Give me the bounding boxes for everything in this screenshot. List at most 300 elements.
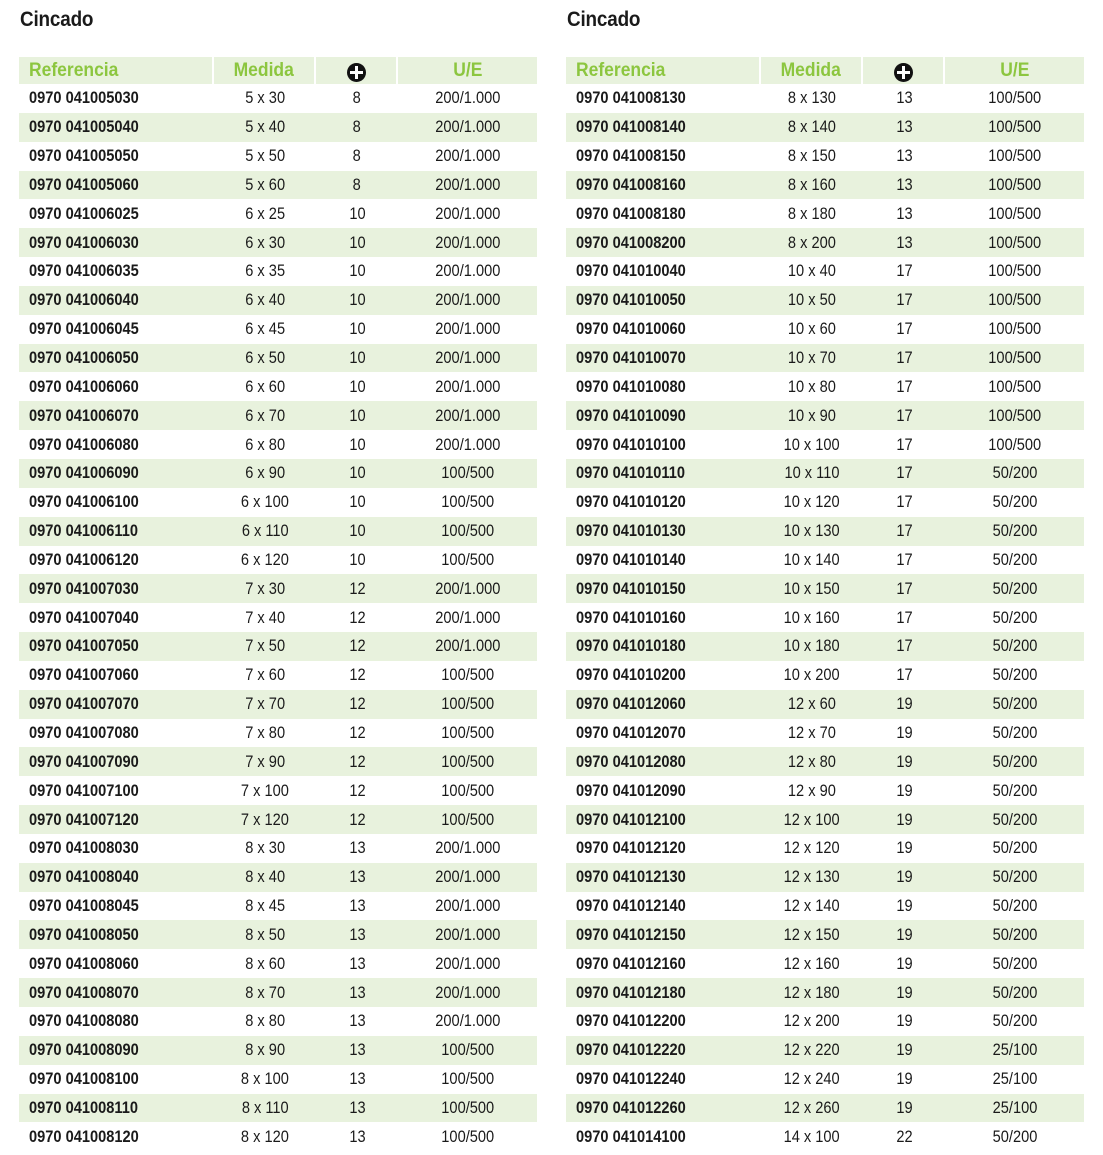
cell-ue: 50/200 [992,1011,1037,1031]
cell-size: 10 [348,549,366,569]
cell-referencia: 0970 041012120 [576,838,686,858]
table-row [19,834,537,863]
table-row [566,574,1084,603]
table-row [566,459,1084,488]
cell-size: 13 [348,1011,366,1031]
cell-referencia: 0970 041007070 [29,694,139,714]
cell-size: 10 [348,261,366,281]
header-ue: U/E [452,59,483,81]
cell-referencia: 0970 041008100 [29,1069,139,1089]
cell-ue: 100/500 [441,1097,494,1117]
cell-ue: 50/200 [992,578,1037,598]
cell-size: 12 [348,665,366,685]
cell-size: 22 [895,1126,913,1146]
cell-size: 17 [895,261,913,281]
table-row [19,920,537,949]
cell-size: 13 [895,232,913,252]
cell-referencia: 0970 041010150 [576,578,686,598]
cell-ue: 200/1.000 [434,982,501,1002]
cell-size: 13 [895,88,913,108]
table-row [19,949,537,978]
cell-referencia: 0970 041012260 [576,1097,686,1117]
cell-ue: 200/1.000 [434,636,501,656]
cell-referencia: 0970 041006060 [29,376,139,396]
cell-ue: 100/500 [988,88,1041,108]
cell-ue: 50/200 [992,521,1037,541]
cell-ue: 50/200 [992,896,1037,916]
cell-size: 10 [348,434,366,454]
cell-ue: 200/1.000 [434,88,501,108]
cell-medida: 6 x 25 [245,203,285,223]
table-row [19,1065,537,1094]
cell-medida: 8 x 150 [788,146,836,166]
cell-medida: 7 x 120 [241,809,289,829]
cell-ue: 200/1.000 [434,578,501,598]
cell-ue: 200/1.000 [434,405,501,425]
cell-referencia: 0970 041012090 [576,780,686,800]
cell-size: 19 [895,1069,913,1089]
cell-ue: 100/500 [441,694,494,714]
cell-size: 10 [348,521,366,541]
cell-medida: 7 x 80 [245,722,285,742]
cell-referencia: 0970 041012130 [576,867,686,887]
cell-size: 12 [348,578,366,598]
table-row [566,372,1084,401]
cell-referencia: 0970 041008120 [29,1126,139,1146]
cell-size: 13 [895,146,913,166]
cell-ue: 50/200 [992,694,1037,714]
cell-ue: 200/1.000 [434,953,501,973]
cell-medida: 8 x 200 [788,232,836,252]
table-row [566,978,1084,1007]
cell-medida: 6 x 110 [241,521,289,541]
cell-size: 17 [895,492,913,512]
table-row [566,401,1084,430]
cell-medida: 12 x 100 [783,809,841,829]
cell-size: 12 [348,694,366,714]
cell-medida: 6 x 120 [241,549,289,569]
table-row [19,286,537,315]
cell-referencia: 0970 041006100 [29,492,139,512]
cell-ue: 100/500 [441,780,494,800]
cell-ue: 50/200 [992,636,1037,656]
table-row [19,344,537,373]
cell-referencia: 0970 041008140 [576,117,686,137]
cell-medida: 12 x 180 [783,982,841,1002]
cell-medida: 8 x 45 [245,896,285,916]
cell-medida: 6 x 70 [245,405,285,425]
cell-ue: 200/1.000 [434,434,501,454]
cell-size: 10 [348,319,366,339]
cell-medida: 12 x 260 [783,1097,841,1117]
cell-size: 13 [348,1097,366,1117]
cell-ue: 50/200 [992,924,1037,944]
cell-medida: 12 x 90 [788,780,836,800]
table-row [566,776,1084,805]
cell-referencia: 0970 041007120 [29,809,139,829]
cell-ue: 100/500 [988,434,1041,454]
cell-medida: 12 x 60 [788,694,836,714]
cell-referencia: 0970 041012070 [576,722,686,742]
table-row [19,978,537,1007]
cell-ue: 100/500 [988,146,1041,166]
cell-size: 17 [895,463,913,483]
cell-medida: 6 x 30 [245,232,285,252]
cell-medida: 8 x 180 [788,203,836,223]
cell-size: 13 [348,1040,366,1060]
cell-referencia: 0970 041010200 [576,665,686,685]
cell-size: 13 [348,924,366,944]
cell-size: 17 [895,636,913,656]
cell-medida: 7 x 90 [245,751,285,771]
cell-referencia: 0970 041010090 [576,405,686,425]
cell-medida: 8 x 160 [788,174,836,194]
cell-medida: 7 x 40 [245,607,285,627]
table-row [19,863,537,892]
cell-referencia: 0970 041010130 [576,521,686,541]
cell-referencia: 0970 041010140 [576,549,686,569]
cell-size: 19 [895,1040,913,1060]
cell-referencia: 0970 041008070 [29,982,139,1002]
cell-medida: 12 x 140 [783,896,841,916]
cell-medida: 10 x 100 [783,434,841,454]
header-referencia: Referencia [566,57,761,84]
table-row [566,719,1084,748]
table-row [19,1122,537,1151]
cell-ue: 200/1.000 [434,867,501,887]
cell-referencia: 0970 041007100 [29,780,139,800]
cell-size: 19 [895,694,913,714]
cell-referencia: 0970 041010120 [576,492,686,512]
cell-medida: 10 x 60 [788,319,836,339]
table-row [566,632,1084,661]
table-row [566,113,1084,142]
cell-medida: 10 x 180 [783,636,841,656]
cell-medida: 6 x 45 [245,319,285,339]
cell-size: 19 [895,1011,913,1031]
cell-size: 13 [348,896,366,916]
product-table [19,57,537,1151]
cell-medida: 10 x 160 [783,607,841,627]
cell-referencia: 0970 041005050 [29,146,139,166]
cell-ue: 50/200 [992,867,1037,887]
cell-medida: 6 x 100 [241,492,289,512]
table-row [19,719,537,748]
cell-referencia: 0970 041008180 [576,203,686,223]
cell-ue: 100/500 [988,290,1041,310]
cell-size: 17 [895,578,913,598]
cell-ue: 50/200 [992,809,1037,829]
cell-ue: 100/500 [988,117,1041,137]
cell-medida: 10 x 130 [783,521,841,541]
cell-ue: 100/500 [441,1126,494,1146]
table-row [19,1007,537,1036]
cell-referencia: 0970 041007030 [29,578,139,598]
cell-ue: 100/500 [988,174,1041,194]
cell-ue: 200/1.000 [434,174,501,194]
cell-ue: 200/1.000 [434,290,501,310]
table-row [19,171,537,200]
cell-size: 19 [895,751,913,771]
table-row [19,401,537,430]
cell-size: 13 [348,1069,366,1089]
cell-referencia: 0970 041010180 [576,636,686,656]
cell-ue: 200/1.000 [434,261,501,281]
cell-referencia: 0970 041008130 [576,88,686,108]
table-row [566,661,1084,690]
table-row [19,372,537,401]
cell-medida: 7 x 60 [245,665,285,685]
cell-medida: 10 x 120 [783,492,841,512]
cell-ue: 50/200 [992,751,1037,771]
table-row [566,142,1084,171]
cell-referencia: 0970 041005060 [29,174,139,194]
product-table [566,57,1084,1151]
cell-size: 8 [352,146,362,166]
cell-referencia: 0970 041008110 [29,1097,138,1117]
cell-size: 8 [352,117,362,137]
cell-medida: 8 x 40 [245,867,285,887]
cell-medida: 10 x 150 [783,578,841,598]
table-row [19,1036,537,1065]
cell-referencia: 0970 041007040 [29,607,139,627]
cell-medida: 10 x 140 [783,549,841,569]
cell-ue: 200/1.000 [434,232,501,252]
cell-medida: 8 x 110 [241,1097,289,1117]
cell-ue: 50/200 [992,953,1037,973]
cell-ue: 50/200 [992,982,1037,1002]
cell-medida: 8 x 120 [241,1126,289,1146]
table-row [19,661,537,690]
table-row [19,199,537,228]
cell-ue: 200/1.000 [434,348,501,368]
table-row [566,892,1084,921]
cell-medida: 8 x 140 [788,117,836,137]
cell-size: 10 [348,290,366,310]
table-row [19,632,537,661]
cell-medida: 10 x 80 [788,376,836,396]
cell-ue: 100/500 [441,492,494,512]
cell-medida: 5 x 40 [245,117,285,137]
cell-ue: 200/1.000 [434,203,501,223]
cell-size: 19 [895,838,913,858]
cell-ue: 100/500 [441,722,494,742]
cell-ue: 200/1.000 [434,924,501,944]
table-row [19,142,537,171]
table-row [566,344,1084,373]
cell-referencia: 0970 041014100 [576,1126,686,1146]
cell-referencia: 0970 041007050 [29,636,139,656]
table-header [566,57,1084,84]
cell-ue: 100/500 [441,521,494,541]
cell-medida: 6 x 60 [245,376,285,396]
cell-size: 10 [348,348,366,368]
cell-size: 12 [348,636,366,656]
cell-medida: 14 x 100 [783,1126,841,1146]
cell-medida: 12 x 160 [783,953,841,973]
cell-referencia: 0970 041012160 [576,953,686,973]
table-row [19,892,537,921]
cell-size: 17 [895,405,913,425]
cell-ue: 100/500 [988,348,1041,368]
cell-referencia: 0970 041008150 [576,146,686,166]
cell-referencia: 0970 041010050 [576,290,686,310]
cell-ue: 100/500 [441,751,494,771]
cell-size: 10 [348,376,366,396]
cell-referencia: 0970 041010060 [576,319,686,339]
cell-ue: 100/500 [441,1069,494,1089]
cell-size: 19 [895,896,913,916]
cell-referencia: 0970 041006090 [29,463,139,483]
cell-size: 10 [348,203,366,223]
cell-ue: 100/500 [441,665,494,685]
cell-referencia: 0970 041010100 [576,434,686,454]
cell-size: 12 [348,607,366,627]
cell-ue: 100/500 [441,1040,494,1060]
cell-size: 17 [895,376,913,396]
cell-medida: 5 x 30 [245,88,285,108]
cell-size: 19 [895,867,913,887]
cell-referencia: 0970 041012240 [576,1069,686,1089]
cell-size: 17 [895,549,913,569]
cell-referencia: 0970 041008030 [29,838,139,858]
cell-medida: 10 x 110 [784,463,840,483]
cell-size: 19 [895,953,913,973]
cell-medida: 7 x 50 [245,636,285,656]
cell-size: 8 [352,88,362,108]
table-row [566,1065,1084,1094]
table-row [566,257,1084,286]
cell-size: 13 [348,867,366,887]
cell-ue: 50/200 [992,780,1037,800]
cell-size: 19 [895,982,913,1002]
cell-referencia: 0970 041006110 [29,521,138,541]
cell-ue: 50/200 [992,463,1037,483]
table-row [19,459,537,488]
cell-ue: 100/500 [988,203,1041,223]
cell-medida: 5 x 50 [245,146,285,166]
table-row [566,1122,1084,1151]
cell-medida: 12 x 80 [788,751,836,771]
table-row [19,546,537,575]
cell-ue: 100/500 [988,232,1041,252]
cell-referencia: 0970 041006030 [29,232,139,252]
cell-size: 13 [348,982,366,1002]
cell-referencia: 0970 041007080 [29,722,139,742]
cell-ue: 25/100 [992,1040,1037,1060]
cell-size: 19 [895,809,913,829]
cell-ue: 50/200 [992,722,1037,742]
cell-medida: 10 x 40 [788,261,836,281]
cell-referencia: 0970 041008045 [29,896,139,916]
cell-ue: 200/1.000 [434,607,501,627]
cell-referencia: 0970 041007060 [29,665,139,685]
table-row [566,546,1084,575]
cell-medida: 8 x 50 [245,924,285,944]
cell-ue: 200/1.000 [434,319,501,339]
cell-referencia: 0970 041012180 [576,982,686,1002]
cell-medida: 12 x 70 [788,722,836,742]
table-row [19,805,537,834]
cell-size: 19 [895,780,913,800]
table-row [19,113,537,142]
cell-medida: 6 x 35 [245,261,285,281]
cell-medida: 12 x 200 [783,1011,841,1031]
cell-ue: 200/1.000 [434,896,501,916]
cell-ue: 50/200 [992,665,1037,685]
cell-size: 12 [348,722,366,742]
cell-medida: 7 x 100 [241,780,289,800]
cell-medida: 8 x 90 [245,1040,285,1060]
header-medida: Medida [761,57,863,84]
section-title: Cincado [20,8,94,31]
table-row [19,574,537,603]
table-header [19,57,537,84]
cell-size: 17 [895,665,913,685]
table-row [19,517,537,546]
table-row [19,690,537,719]
cell-ue: 200/1.000 [434,1011,501,1031]
cell-medida: 8 x 80 [245,1011,285,1031]
cell-ue: 50/200 [992,607,1037,627]
table-row [566,171,1084,200]
header-ue: U/E [999,59,1030,81]
header-referencia: Referencia [19,57,214,84]
cell-medida: 12 x 220 [783,1040,841,1060]
table-row [19,257,537,286]
header-icon-cell [316,57,398,84]
cell-referencia: 0970 041010160 [576,607,686,627]
cell-referencia: 0970 041010040 [576,261,686,281]
table-row [19,488,537,517]
cell-referencia: 0970 041008040 [29,867,139,887]
cell-referencia: 0970 041006035 [29,261,139,281]
cell-size: 10 [348,463,366,483]
cell-size: 19 [895,722,913,742]
cell-referencia: 0970 041012060 [576,694,686,714]
cell-size: 12 [348,780,366,800]
cell-ue: 200/1.000 [434,838,501,858]
cell-size: 12 [348,809,366,829]
table-row [566,315,1084,344]
cell-ue: 50/200 [992,492,1037,512]
cell-size: 8 [352,174,362,194]
cell-medida: 6 x 50 [245,348,285,368]
cell-referencia: 0970 041006080 [29,434,139,454]
cell-referencia: 0970 041006120 [29,549,139,569]
table-row [566,603,1084,632]
cell-referencia: 0970 041008160 [576,174,686,194]
cell-ue: 100/500 [988,405,1041,425]
cell-size: 12 [348,751,366,771]
cell-referencia: 0970 041006045 [29,319,139,339]
cell-referencia: 0970 041012220 [576,1040,686,1060]
cell-referencia: 0970 041008050 [29,924,139,944]
cell-size: 10 [348,492,366,512]
cell-referencia: 0970 041005040 [29,117,139,137]
cell-medida: 8 x 60 [245,953,285,973]
cell-medida: 8 x 100 [241,1069,289,1089]
cell-referencia: 0970 041006050 [29,348,139,368]
cell-ue: 100/500 [441,549,494,569]
cell-ue: 25/100 [992,1097,1037,1117]
cell-referencia: 0970 041012080 [576,751,686,771]
table-row [566,430,1084,459]
header-medida: Medida [214,57,316,84]
cell-ue: 50/200 [992,549,1037,569]
table-row [566,228,1084,257]
cell-referencia: 0970 041008060 [29,953,139,973]
